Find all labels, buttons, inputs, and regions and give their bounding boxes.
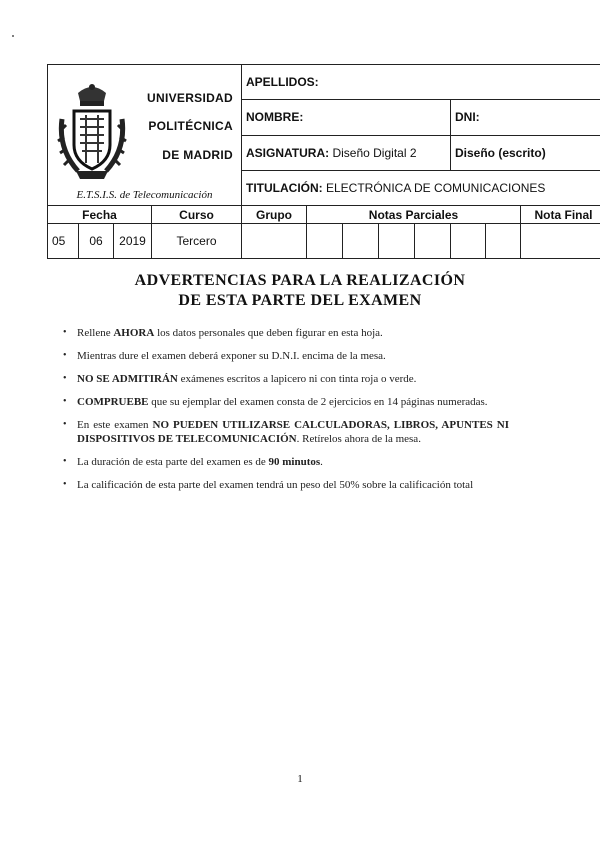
instructions-title-line1: ADVERTENCIAS PARA LA REALIZACIÓN — [134, 272, 466, 289]
dni-label: DNI: — [455, 110, 480, 125]
bullet-icon: • — [63, 456, 67, 467]
asignatura-label: ASIGNATURA: — [246, 145, 330, 160]
grupo-header: Grupo — [242, 206, 307, 224]
university-name-line1: UNIVERSIDAD — [147, 91, 233, 105]
nota-final-cell[interactable] — [521, 224, 600, 259]
fecha-header: Fecha — [48, 206, 152, 224]
grupo-cell[interactable] — [242, 224, 307, 259]
instruction-text: exámenes escritos a lapicero ni con tinta roja o verde. — [177, 373, 417, 385]
instruction-text: En este examen — [77, 419, 153, 431]
instruction-emphasis: AHORA — [113, 327, 155, 339]
instruction-item — [63, 349, 509, 363]
bullet-icon: • — [63, 396, 67, 407]
nombre-field[interactable] — [242, 100, 451, 135]
school-name: E.T.S.I.S. de Telecomunicación — [76, 189, 213, 201]
nota-parcial-cell[interactable] — [451, 224, 486, 259]
instruction-item — [63, 326, 509, 340]
curso-header: Curso — [152, 206, 242, 224]
instruction-emphasis: NO PUEDEN UTILIZARSE CALCULADORAS, LIBROS, APUNTES NI DISPOSITIVOS DE TELECOMUNICACIÓN — [77, 419, 509, 445]
instruction-emphasis: COMPRUEBE — [77, 396, 149, 408]
nota-parcial-cell[interactable] — [343, 224, 379, 259]
bullet-icon: • — [63, 327, 67, 338]
university-logo-block — [48, 65, 242, 206]
notas-parciales-header: Notas Parciales — [307, 206, 521, 224]
instruction-text: . — [320, 456, 323, 468]
instruction-item — [63, 372, 509, 386]
dni-field[interactable] — [451, 100, 600, 135]
instructions-list — [63, 326, 509, 501]
instruction-emphasis: NO SE ADMITIRÁN — [77, 373, 178, 385]
nota-parcial-cell[interactable] — [415, 224, 451, 259]
apellidos-label: APELLIDOS: — [246, 75, 319, 90]
scan-speck — [12, 35, 14, 37]
exam-header-table — [47, 64, 600, 259]
university-name-line2: POLITÉCNICA — [148, 119, 233, 133]
instruction-text: Rellene — [77, 327, 114, 339]
nombre-label: NOMBRE: — [246, 110, 304, 125]
nota-parcial-cell[interactable] — [486, 224, 521, 259]
asignatura-value: Diseño Digital 2 — [332, 145, 417, 160]
instruction-item — [63, 395, 509, 409]
bullet-icon: • — [63, 419, 67, 430]
nota-parcial-cell[interactable] — [379, 224, 415, 259]
asignatura-field — [242, 135, 451, 170]
instruction-text: . Retírelos ahora de la mesa. — [296, 433, 421, 445]
curso-value: Tercero — [152, 224, 242, 259]
diseno-escrito-field — [451, 135, 600, 170]
nota-parcial-cell[interactable] — [307, 224, 343, 259]
bullet-icon: • — [63, 350, 67, 361]
instruction-text: los datos personales que deben figurar en esta hoja. — [154, 327, 383, 339]
titulacion-label: TITULACIÓN: — [246, 180, 323, 195]
university-name-line3: DE MADRID — [162, 148, 233, 162]
bullet-icon: • — [63, 479, 67, 490]
instruction-text: La duración de esta parte del examen es de — [77, 456, 269, 468]
fecha-day: 05 — [48, 224, 79, 259]
instruction-item — [63, 418, 509, 446]
page-number: 1 — [297, 773, 303, 785]
bullet-icon: • — [63, 373, 67, 384]
titulacion-field — [242, 170, 600, 205]
nota-final-header: Nota Final — [521, 206, 600, 224]
instruction-text: La calificación de esta parte del examen tendrá un peso del 50% sobre la calificación total — [77, 479, 474, 491]
fecha-month: 06 — [79, 224, 114, 259]
diseno-escrito-label: Diseño (escrito) — [455, 145, 546, 160]
instruction-item — [63, 478, 509, 492]
instruction-text: Mientras dure el examen deberá exponer su D.N.I. encima de la mesa. — [77, 350, 386, 362]
titulacion-value: ELECTRÓNICA DE COMUNICACIONES — [326, 180, 546, 195]
fecha-year: 2019 — [114, 224, 152, 259]
apellidos-field[interactable] — [242, 65, 600, 100]
university-crest-icon — [56, 79, 128, 183]
instruction-item — [63, 455, 509, 469]
instruction-emphasis: 90 minutos — [268, 456, 321, 468]
instructions-title-line2: DE ESTA PARTE DEL EXAMEN — [178, 292, 422, 309]
instruction-text: que su ejemplar del examen consta de 2 ejercicios en 14 páginas numeradas. — [148, 396, 488, 408]
